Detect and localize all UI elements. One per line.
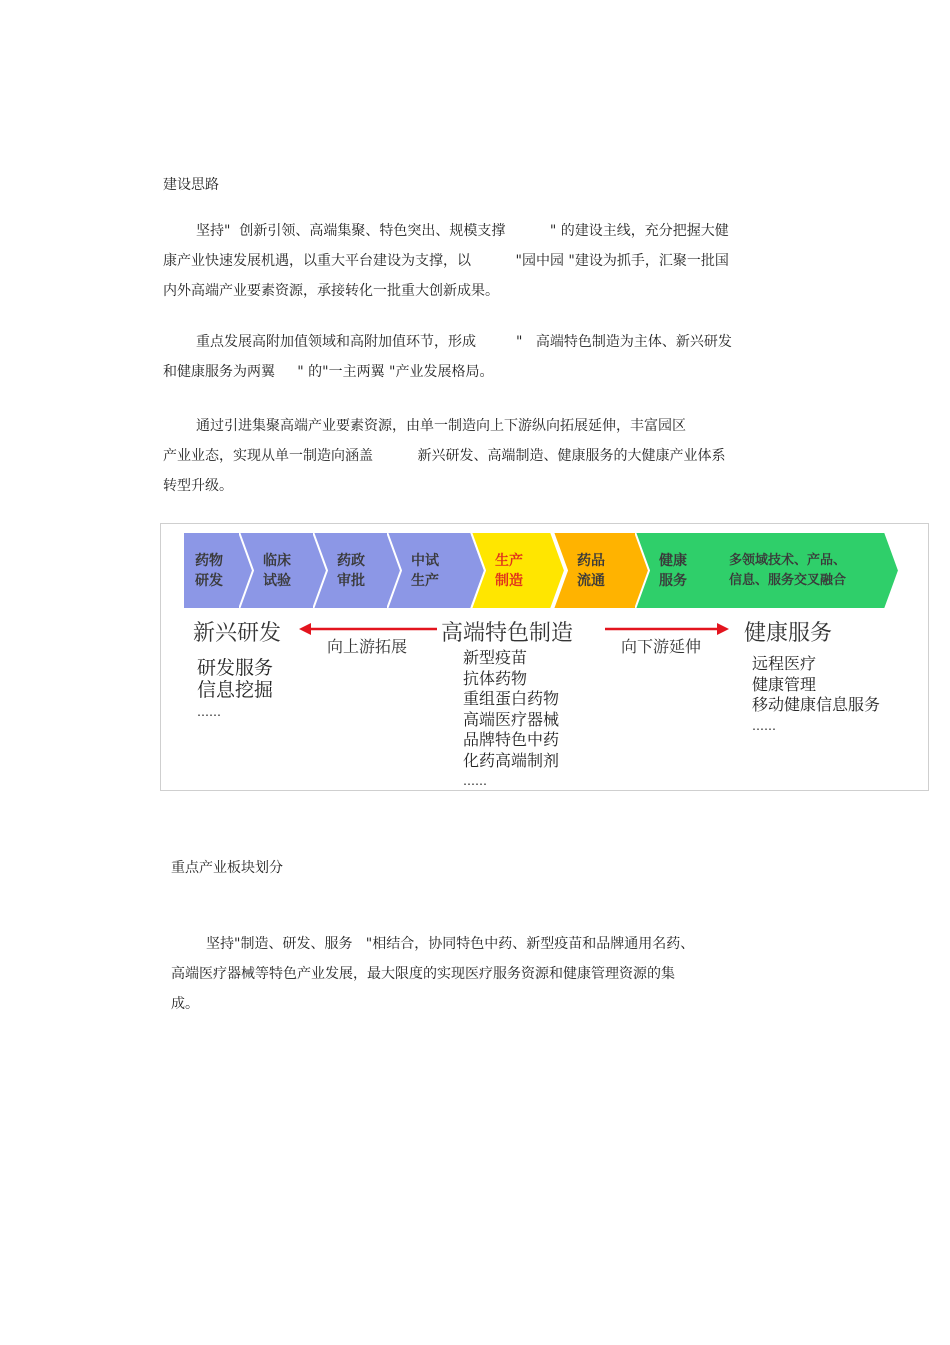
list-health-services bbox=[752, 654, 880, 736]
flow-label-downstream: 向下游延伸 bbox=[621, 637, 702, 656]
chevron-label: 药物 研发 bbox=[195, 553, 223, 589]
list-item: …… bbox=[197, 705, 221, 719]
paragraph-line: 通过引进集聚高端产业要素资源，由单一制造向上下游纵向拓展延伸，丰富园区 bbox=[196, 418, 686, 434]
paragraph-4 bbox=[171, 929, 694, 1019]
paragraph-1 bbox=[163, 216, 729, 306]
paragraph-line: 重点发展高附加值领域和高附加值环节，形成 " 高端特色制造为主体、新兴研发 bbox=[196, 334, 732, 350]
list-emerging-rd bbox=[197, 657, 273, 723]
list-item: 重组蛋白药物 bbox=[463, 689, 560, 708]
list-item: 抗体药物 bbox=[463, 668, 528, 688]
list-high-end-manufacturing bbox=[463, 648, 559, 792]
paragraph-line: 转型升级。 bbox=[163, 478, 233, 494]
list-item: 高端医疗器械 bbox=[463, 709, 560, 729]
chevron-step bbox=[635, 532, 899, 609]
chevron-label: 多领域技术、产品、 信息、服务交叉融合 bbox=[729, 553, 847, 588]
chevron-label: 生产 制造 bbox=[495, 553, 523, 589]
paragraph-2 bbox=[163, 327, 732, 387]
flow-label-upstream: 向上游拓展 bbox=[327, 637, 408, 656]
paragraph-line: 康产业快速发展机遇，以重大平台建设为支撑，以 "园中园 "建设为抓手，汇聚一批国 bbox=[163, 253, 729, 269]
list-item: …… bbox=[752, 718, 776, 733]
industry-value-chain-diagram bbox=[160, 523, 929, 791]
list-item: 品牌特色中药 bbox=[463, 730, 560, 749]
chevron-step bbox=[471, 532, 565, 609]
paragraph-3 bbox=[163, 411, 726, 501]
list-item: 移动健康信息服务 bbox=[752, 695, 881, 714]
paragraph-line: 高端医疗器械等特色产业发展，最大限度的实现医疗服务资源和健康管理资源的集 bbox=[171, 966, 675, 982]
chevron-label: 药政 审批 bbox=[337, 553, 365, 589]
paragraph-line: 坚持"制造、研发、服务 "相结合，协同特色中药、新型疫苗和品牌通用名药、 bbox=[206, 936, 695, 952]
list-item: 研发服务 bbox=[197, 657, 274, 679]
chevron-label: 临床 试验 bbox=[263, 553, 291, 589]
group-title-health-services: 健康服务 bbox=[744, 621, 833, 646]
group-title-high-end-manufacturing: 高端特色制造 bbox=[441, 621, 574, 646]
paragraph-line: 成。 bbox=[171, 996, 199, 1012]
chevron-label: 药品 流通 bbox=[577, 553, 605, 589]
chevron-label: 健康 服务 bbox=[659, 553, 687, 589]
list-item: 化药高端制剂 bbox=[463, 750, 560, 770]
section-heading-construction-idea: 建设思路 bbox=[163, 177, 219, 193]
paragraph-line: 产业业态，实现从单一制造向涵盖 新兴研发、高端制造、健康服务的大健康产业体系 bbox=[163, 448, 726, 464]
list-item: 远程医疗 bbox=[752, 654, 817, 673]
paragraph-line: 和健康服务为两翼 " 的"一主两翼 "产业发展格局。 bbox=[163, 364, 494, 380]
list-item: 信息挖掘 bbox=[197, 679, 274, 701]
section-heading-key-industry-sectors: 重点产业板块划分 bbox=[171, 860, 283, 876]
list-item: …… bbox=[463, 774, 487, 788]
list-item: 新型疫苗 bbox=[463, 648, 528, 667]
paragraph-line: 坚持" 创新引领、高端集聚、特色突出、规模支撑 " 的建设主线，充分把握大健 bbox=[196, 223, 729, 239]
group-title-emerging-rd: 新兴研发 bbox=[193, 621, 282, 646]
paragraph-line: 内外高端产业要素资源，承接转化一批重大创新成果。 bbox=[163, 283, 499, 299]
chevron-label: 中试 生产 bbox=[411, 553, 439, 589]
list-item: 健康管理 bbox=[752, 674, 817, 694]
